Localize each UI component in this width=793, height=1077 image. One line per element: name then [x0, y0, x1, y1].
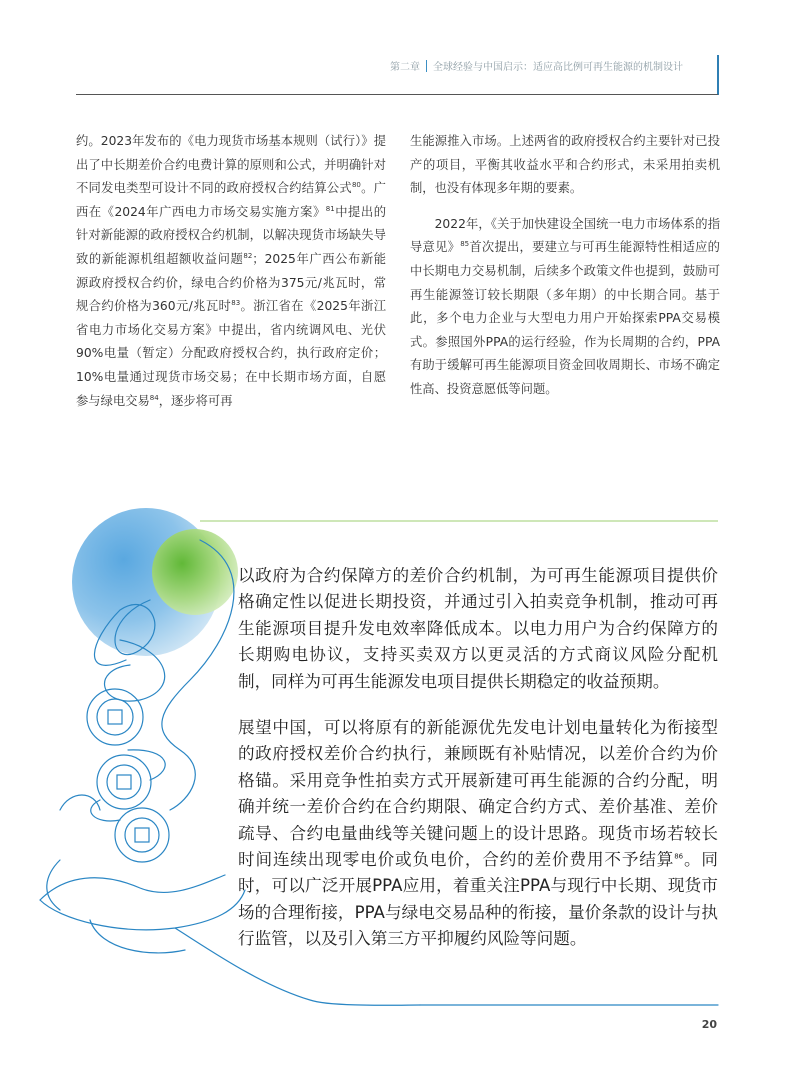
running-header	[390, 58, 683, 73]
footnote-ref: 85	[460, 240, 470, 249]
footnote-ref: 82	[243, 251, 253, 260]
right-paragraph-2: 2022年，《关于加快建设全国统一电力市场体系的指导意见》$^{85}$首次提出，要建立与可再生能源特性相适应的中长期电力交易机制，后续多个政策文件也提到，鼓励可再生能源签订较长期限（多年期）的中长期合同。基于此，多个电力企业与大型电力用户开始探索PPA交易模式。参照国外PPA的运行经验，作为长周期的合约，PPA有助于缓解可再生能源项目资金回收周期长、市场不确定性高、投资意愿低等问题。	[410, 216, 720, 396]
green-circle	[152, 529, 238, 615]
footnote-ref: 84	[149, 393, 159, 402]
right-paragraph-1: 生能源推入市场。上述两省的政府授权合约主要针对已投产的项目，平衡其收益水平和合约形式，未采用拍卖机制，也没有体现多年期的要素。	[410, 134, 720, 196]
callout-paragraph-1: 以政府为合约保障方的差价合约机制，为可再生能源项目提供价格确定性以促进长期投资，并通过引入拍卖竞争机制，推动可再生能源项目提升发电效率降低成本。以电力用户为合约保障方的长期购电协议，支持买卖双方以更灵活的方式商议风险分配机制，同样为可再生能源发电项目提供长期稳定的收益预期。	[238, 566, 718, 691]
chapter-title: 全球经验与中国启示：适应高比例可再生能源的机制设计	[433, 62, 683, 73]
footnote-ref: 81	[325, 204, 335, 213]
header-separator	[426, 60, 427, 72]
header-rule	[76, 94, 718, 95]
footnote-ref: 86	[674, 852, 684, 861]
left-column	[76, 130, 386, 413]
page-number: 20	[701, 1018, 717, 1031]
footnote-ref: 80	[351, 181, 361, 190]
left-paragraph: 约。2023年发布的《电力现货市场基本规则（试行）》提出了中长期差价合约电费计算的原则和公式，并明确针对不同发电类型可设计不同的政府授权合约结算公式$^{80}$。广西在《2024年广西电力市场交易实施方案》$^{81}$中提出的针对新能源的政府授权合约机制，以解决现货市场缺失导致的新能源机组超额收益问题$^{82}$；2025年广西公布新能源政府授权合约价，绿电合约价格为375元/兆瓦时，常规合约价格为360元/兆瓦时$^{83}$。浙江省在《2025年浙江省电力市场化交易方案》中提出，省内统调风电、光伏90%电量（暂定）分配政府授权合约，执行政府定价；10%电量通过现货市场交易；在中长期市场方面，自愿参与绿电交易$^{84}$，逐步将可再	[76, 134, 386, 408]
footnote-ref: 83	[231, 299, 241, 308]
right-column	[410, 130, 720, 402]
callout-box	[238, 563, 718, 953]
callout-paragraph-2: 展望中国，可以将原有的新能源优先发电计划电量转化为衔接型的政府授权差价合约执行，兼顾既有补贴情况，以差价合约为价格锚。采用竞争性拍卖方式开展新建可再生能源的合约分配，明确并统一差价合约在合约期限、确定合约方式、差价基准、差价疏导、合约电量曲线等关键问题上的设计思路。现货市场若较长时间连续出现零电价或负电价，合约的差价费用不予结算$^{86}$。同时，可以广泛开展PPA应用，着重关注PPA与现行中长期、现货市场的合理衔接，PPA与绿电交易品种的衔接，量价条款的设计与执行监管，以及引入第三方平抑履约风险等问题。	[238, 718, 719, 949]
chapter-label: 第二章	[390, 62, 420, 73]
header-vertical-rule	[717, 55, 719, 95]
